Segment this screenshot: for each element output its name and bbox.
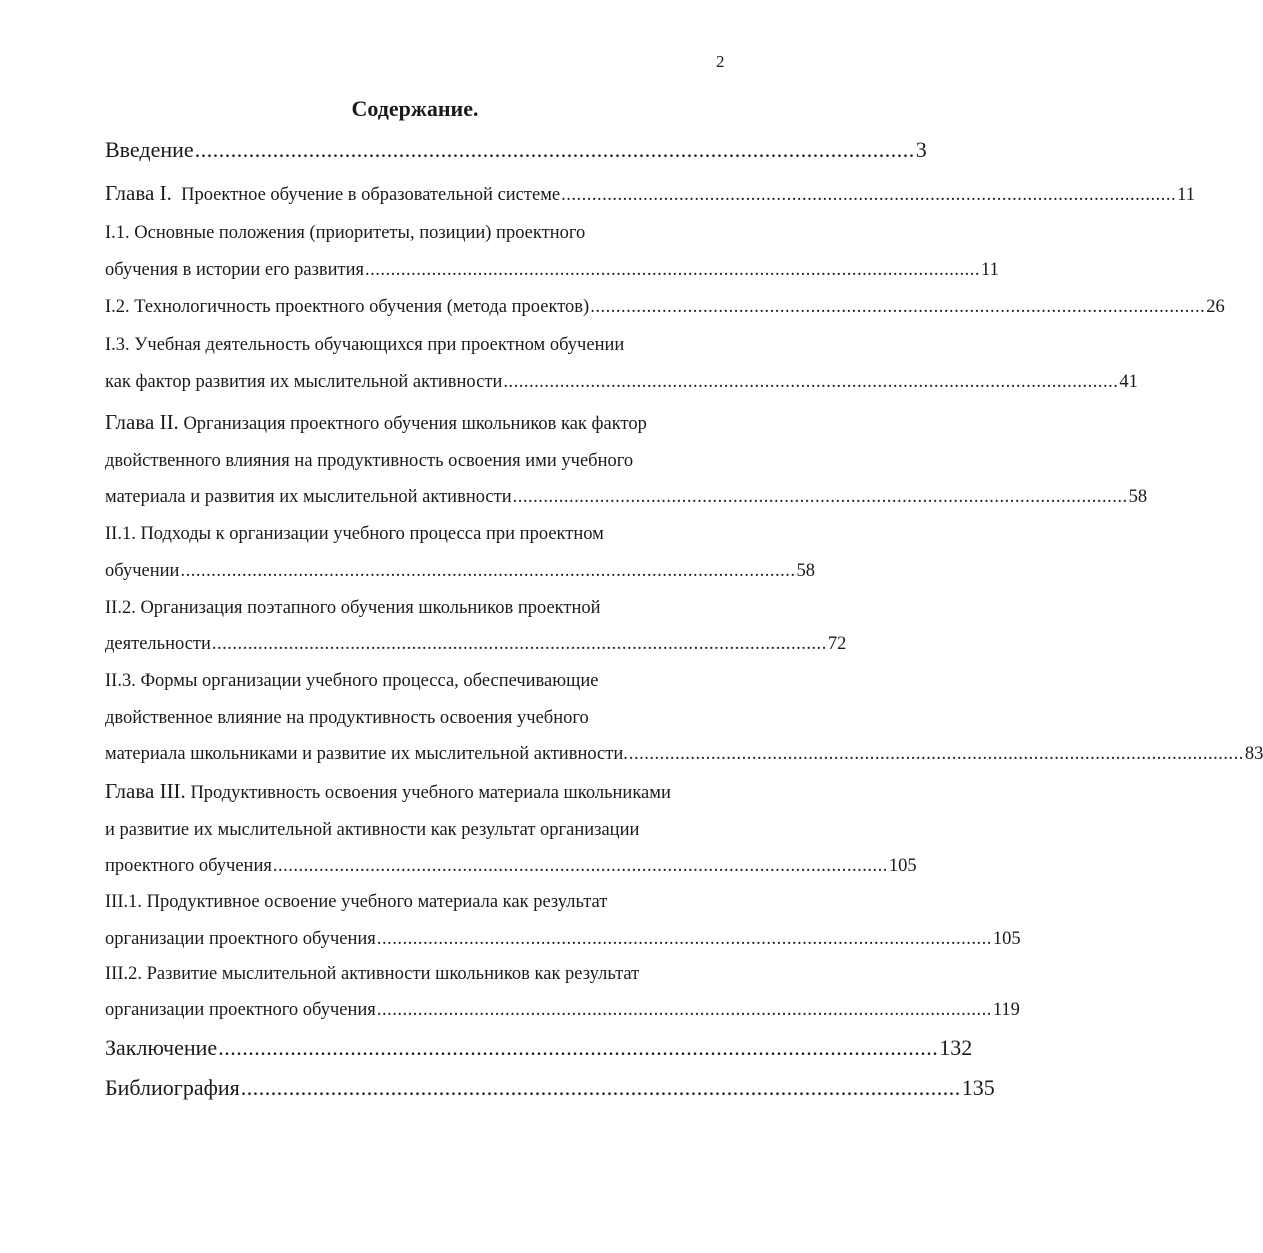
toc-entry-section-1-1-cont[interactable] xyxy=(105,258,999,282)
toc-entry-label: деятельности xyxy=(105,634,211,654)
toc-entry-section-1-2[interactable] xyxy=(105,295,1225,319)
toc-entry-label: и развитие их мыслительной активности как результат организации xyxy=(105,820,640,840)
dot-leader: ........................................................................................................................ xyxy=(194,137,915,162)
toc-entry-section-3-2-cont[interactable] xyxy=(105,998,1020,1022)
toc-entry-label: как фактор развития их мыслительной активности xyxy=(105,372,503,392)
toc-entry-label: организации проектного обучения xyxy=(105,1000,376,1020)
dot-leader: ........................................................................................................................ xyxy=(512,487,1128,507)
toc-entry-section-2-2-cont[interactable] xyxy=(105,632,847,656)
dot-leader: ........................................................................................................................ xyxy=(211,634,827,654)
toc-entry-label: материала и развития их мыслительной активности xyxy=(105,487,512,507)
dot-leader: ........................................................................................................................ xyxy=(561,185,1177,205)
dot-leader: ........................................................................................................................ xyxy=(628,744,1244,764)
toc-entry-section-2-1-cont[interactable] xyxy=(105,559,815,583)
toc-entry-label: I.1. Основные положения (приоритеты, позиции) проектного xyxy=(105,223,586,243)
toc-entry-label: III.2. Развитие мыслительной активности школьников как результат xyxy=(105,964,640,984)
toc-entry-section-2-3-cont[interactable] xyxy=(105,742,1263,766)
toc-entry-label: обучения в истории его развития xyxy=(105,260,365,280)
toc-page-number: 83 xyxy=(1244,744,1263,764)
toc-entry-section-1-3-cont[interactable] xyxy=(105,370,1138,394)
toc-entry-chapter-2[interactable] xyxy=(105,410,725,436)
toc-page-number: 119 xyxy=(992,1000,1020,1020)
toc-entry-label: двойственного влияния на продуктивность освоения ими учебного xyxy=(105,451,634,471)
dot-leader: ........................................................................................................................ xyxy=(376,1000,992,1020)
dot-leader: ........................................................................................................................ xyxy=(218,1035,939,1060)
toc-entry-label: Введение xyxy=(105,137,194,162)
toc-entry-label: II.1. Подходы к организации учебного процесса при проектном xyxy=(105,524,604,544)
toc-entry-introduction[interactable] xyxy=(105,137,927,162)
toc-page-number: 72 xyxy=(827,634,847,654)
toc-entry-label: II.3. Формы организации учебного процесса, обеспечивающие xyxy=(105,671,599,691)
toc-entry-label: проектного обучения xyxy=(105,856,272,876)
toc-entry-section-3-1-cont[interactable] xyxy=(105,927,1021,951)
page-number: 2 xyxy=(716,52,725,71)
toc-page-number: 11 xyxy=(1177,185,1195,205)
toc-entry-chapter-3-cont[interactable] xyxy=(105,818,725,842)
chapter-label: Глава I. xyxy=(105,181,172,205)
toc-page-number: 132 xyxy=(939,1035,973,1060)
toc-entry-label: I.2. Технологичность проектного обучения (метода проектов) xyxy=(105,297,590,317)
toc-entry-section-2-3-cont[interactable] xyxy=(105,706,725,730)
toc-entry-label: II.2. Организация поэтапного обучения школьников проектной xyxy=(105,598,601,618)
dot-leader: ........................................................................................................................ xyxy=(376,929,992,949)
toc-page-number: 135 xyxy=(961,1075,995,1100)
toc-page-number: 105 xyxy=(992,929,1021,949)
chapter-label: Глава III. xyxy=(105,779,186,803)
page-title: Содержание. xyxy=(351,96,479,121)
toc-entry-bibliography[interactable] xyxy=(105,1075,995,1100)
toc-entry-section-2-2[interactable] xyxy=(105,596,725,620)
chapter-label: Глава II. xyxy=(105,410,179,434)
toc-entry-label: материала школьниками и развитие их мыслительной активности. xyxy=(105,744,628,764)
toc-entry-section-2-1[interactable] xyxy=(105,522,725,546)
toc-page-number: 11 xyxy=(981,260,999,280)
toc-entry-chapter-3-cont[interactable] xyxy=(105,854,917,878)
toc-entry-chapter-1[interactable] xyxy=(105,181,1195,207)
toc-entry-chapter-2-cont[interactable] xyxy=(105,485,1148,509)
toc-page-number: 26 xyxy=(1206,297,1225,317)
toc-entry-label: Проектное обучение в образовательной системе xyxy=(181,185,561,205)
toc-entry-chapter-2-cont[interactable] xyxy=(105,449,725,473)
toc-entry-conclusion[interactable] xyxy=(105,1035,973,1060)
toc-page-number: 41 xyxy=(1119,372,1138,392)
toc-page-number: 58 xyxy=(1128,487,1148,507)
dot-leader: ........................................................................................................................ xyxy=(365,260,981,280)
toc-entry-label: обучении xyxy=(105,561,180,581)
dot-leader: ........................................................................................................................ xyxy=(503,372,1119,392)
dot-leader: ........................................................................................................................ xyxy=(272,856,888,876)
toc-entry-section-3-2[interactable] xyxy=(105,962,725,986)
toc-entry-chapter-3[interactable] xyxy=(105,779,725,805)
toc-entry-section-1-1[interactable] xyxy=(105,221,725,245)
toc-page-number: 58 xyxy=(796,561,815,581)
toc-page-number: 105 xyxy=(888,856,917,876)
toc-page-number: 3 xyxy=(915,137,927,162)
toc-entry-label: организации проектного обучения xyxy=(105,929,376,949)
toc-entry-label: Организация проектного обучения школьников как фактор xyxy=(183,414,647,434)
toc-entry-section-3-1[interactable] xyxy=(105,890,725,914)
dot-leader: ........................................................................................................................ xyxy=(180,561,796,581)
toc-entry-label: двойственное влияние на продуктивность освоения учебного xyxy=(105,708,589,728)
toc-entry-label: I.3. Учебная деятельность обучающихся при проектном обучении xyxy=(105,335,625,355)
toc-entry-label: Библиография xyxy=(105,1075,240,1100)
toc-entry-label: Продуктивность освоения учебного материала школьниками xyxy=(190,783,671,803)
dot-leader: ........................................................................................................................ xyxy=(590,297,1206,317)
toc-entry-label: Заключение xyxy=(105,1035,218,1060)
toc-entry-section-1-3[interactable] xyxy=(105,333,725,357)
dot-leader: ........................................................................................................................ xyxy=(240,1075,961,1100)
toc-entry-label: III.1. Продуктивное освоение учебного материала как результат xyxy=(105,892,608,912)
toc-entry-section-2-3[interactable] xyxy=(105,669,725,693)
